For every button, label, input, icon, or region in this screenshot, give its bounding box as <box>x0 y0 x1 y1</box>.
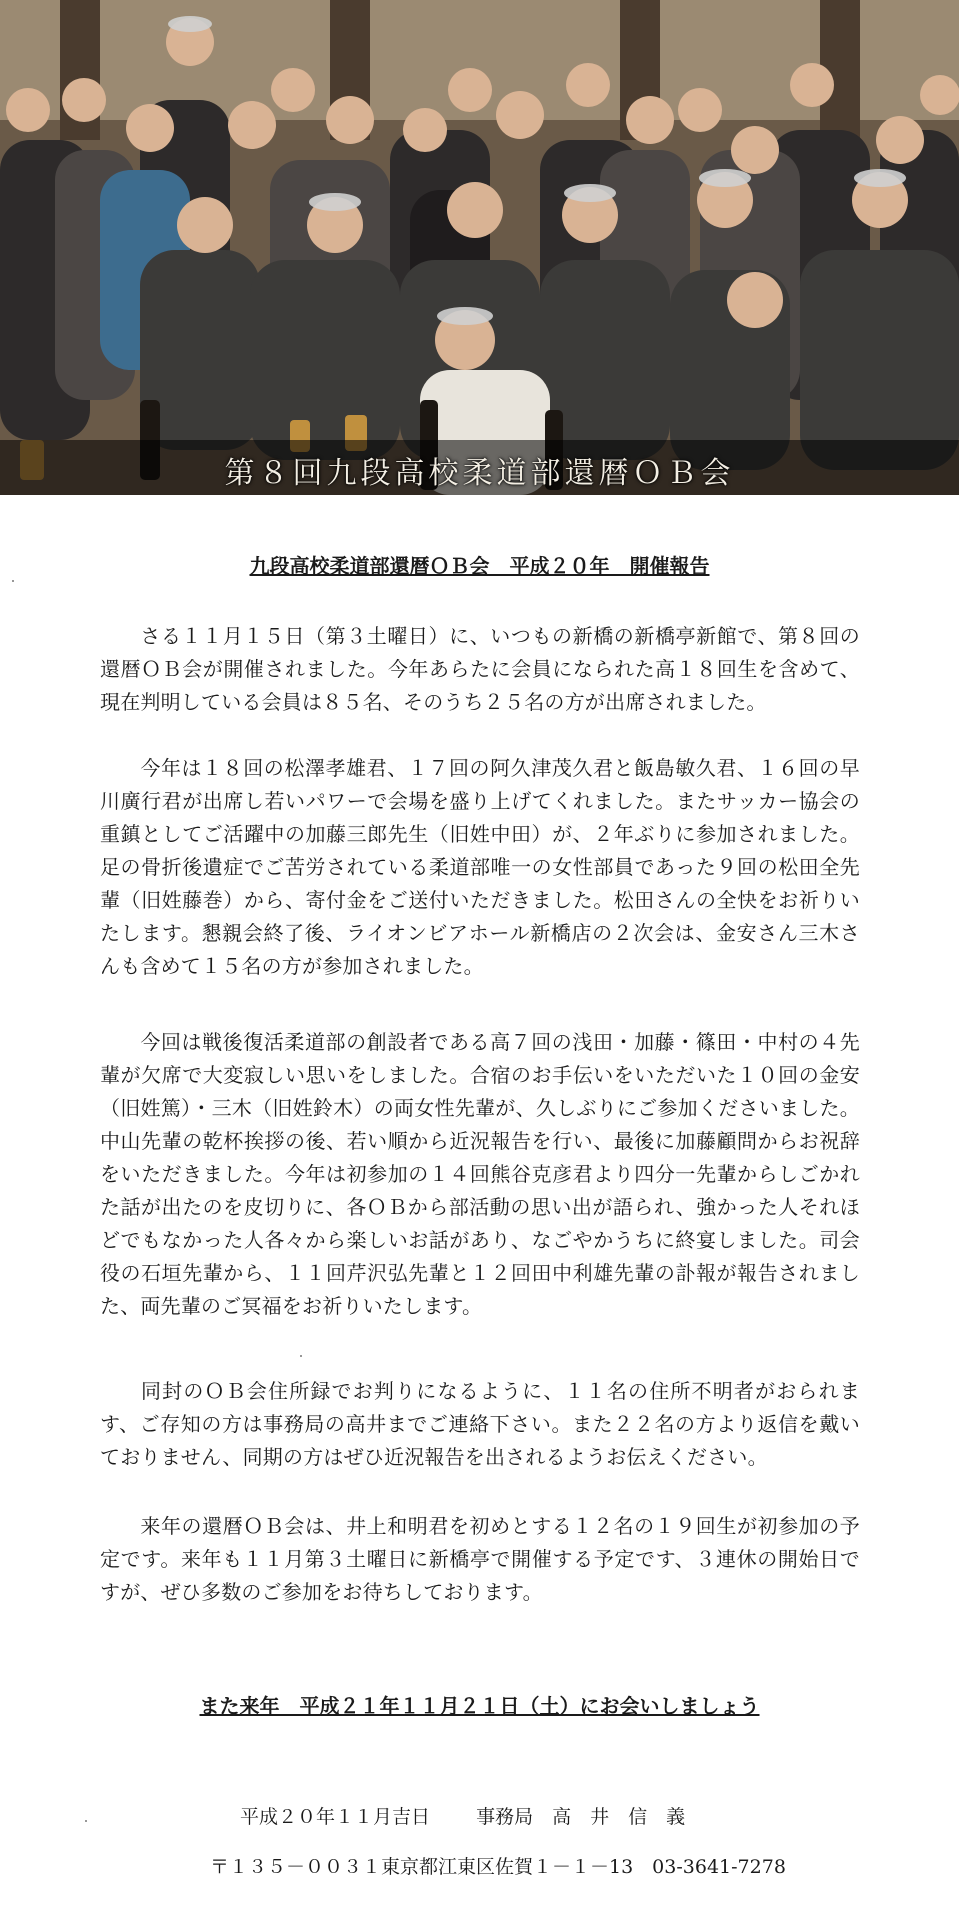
paragraph-4 <box>100 1375 860 1474</box>
closing-line: また来年 平成２１年１１月２１日（土）にお会いしましょう <box>199 1694 760 1718</box>
scan-speck <box>300 1355 302 1357</box>
footer-sign <box>240 1802 725 1829</box>
paragraph-2-text: 今年は１８回の松澤孝雄君、１７回の阿久津茂久君と飯島敏久君、１６回の早川廣行君が出席し若いパワーで会場を盛り上げてくれました。またサッカー協会の重鎮としてご活躍中の加藤三郎先生（旧姓中田）が、２年ぶりに参加されました。足の骨折後遺症でご苦労されている柔道部唯一の女性部員であった９回の松田全先輩（旧姓藤巻）から、寄付金をご送付いただきました。松田さんの全快をお祈りいたします。懇親会終了後、ライオンビアホール新橋店の２次会は、金安さん三木さんも含めて１５名の方が参加されました。 <box>100 756 860 978</box>
scan-speck <box>85 1820 87 1822</box>
paragraph-3 <box>100 1026 860 1323</box>
group-photo-illustration <box>0 0 959 495</box>
paragraph-4-text: 同封のＯＢ会住所録でお判りになるように、１１名の住所不明者がおられます、ご存知の方は事務局の高井までご連絡下さい。また２２名の方より返信を戴いておりません、同期の方はぜひ近況報告を出されるようお伝えください。 <box>100 1379 860 1469</box>
paragraph-3-text: 今回は戦後復活柔道部の創設者である高７回の浅田・加藤・篠田・中村の４先輩が欠席で大変寂しい思いをしました。合宿のお手伝いをいただいた１０回の金安（旧姓篤）・三木（旧姓鈴木）の両女性先輩が、久しぶりにご参加くださいました。中山先輩の乾杯挨拶の後、若い順から近況報告を行い、最後に加藤顧問からお祝辞をいただきました。今年は初参加の１４回熊谷克彦君より四分一先輩からしごかれた話が出たのを皮切りに、各ＯＢから部活動の思い出が語られ、強かった人それほどでもなかった人各々から楽しいお話があり、なごやかうちに終宴しました。司会役の石垣先輩から、１１回芹沢弘先輩と１２回田中利雄先輩の訃報が報告されました、両先輩のご冥福をお祈りいたします。 <box>100 1030 860 1318</box>
footer-date: 平成２０年１１月吉日 <box>240 1806 431 1828</box>
scan-speck <box>12 580 14 582</box>
footer-address: 〒１３５－００３１東京都江東区佐賀１－１－13 03-3641-7278 <box>210 1856 786 1878</box>
photo-caption: 第８回九段高校柔道部還暦ＯＢ会 <box>224 456 735 491</box>
paragraph-5-text: 来年の還暦ＯＢ会は、井上和明君を初めとする１２名の１９回生が初参加の予定です。来年も１１月第３土曜日に新橋亭で開催する予定です、３連休の開始日ですが、ぜひ多数のご参加をお待ちしております。 <box>100 1514 860 1604</box>
group-photo <box>0 0 959 495</box>
paragraph-5 <box>100 1510 860 1609</box>
paragraph-2 <box>100 752 860 983</box>
report-title: 九段高校柔道部還暦ＯＢ会 平成２０年 開催報告 <box>249 554 710 578</box>
paragraph-1-text: さる１１月１５日（第３土曜日）に、いつもの新橋の新橋亭新館で、第８回の還暦ＯＢ会が開催されました。今年あらたに会員になられた高１８回生を含めて、現在判明している会員は８５名、そのうち２５名の方が出席されました。 <box>100 624 860 714</box>
paragraph-1 <box>100 620 860 719</box>
footer-office: 事務局 高 井 信 義 <box>476 1806 686 1828</box>
